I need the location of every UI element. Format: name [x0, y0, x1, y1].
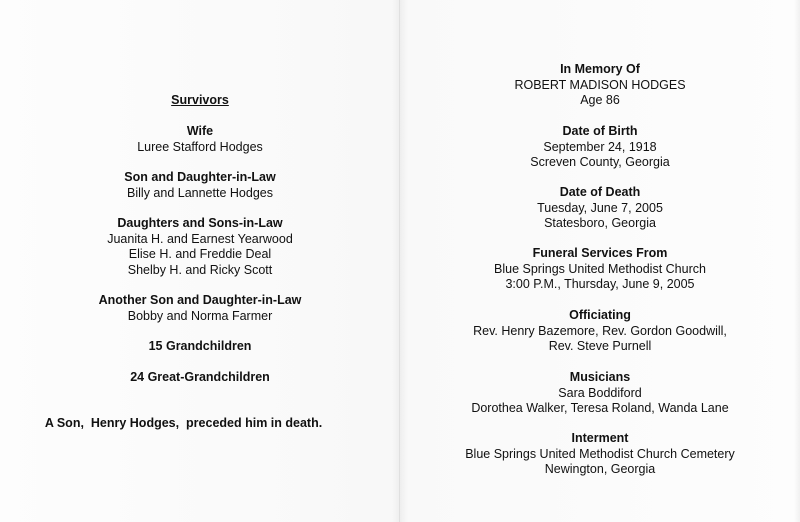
officiating-heading: Officiating — [569, 308, 631, 322]
funeral-time: 3:00 P.M., Thursday, June 9, 2005 — [505, 277, 695, 291]
son-names: Billy and Lannette Hodges — [127, 185, 273, 200]
birth-date: September 24, 1918 — [543, 139, 657, 154]
interment-section — [400, 431, 800, 478]
wife-name: Luree Stafford Hodges — [137, 139, 263, 154]
death-heading: Date of Death — [559, 185, 641, 199]
interment-city: Newington, Georgia — [544, 462, 656, 476]
daughter-names-line: Elise H. and Freddie Deal — [128, 247, 272, 261]
daughter-names-line: Juanita H. and Earnest Yearwood — [107, 231, 293, 246]
death-section — [400, 185, 800, 232]
officiating-names: Rev. Steve Purnell — [548, 339, 652, 353]
musicians-names: Dorothea Walker, Teresa Roland, Wanda Lane — [471, 401, 729, 415]
funeral-heading: Funeral Services From — [532, 246, 668, 260]
son-heading: Son and Daughter-in-Law — [124, 170, 276, 184]
grandchildren-count: 15 Grandchildren — [148, 339, 252, 353]
death-place: Statesboro, Georgia — [544, 216, 656, 230]
grandchildren-section — [0, 339, 400, 355]
musicians-heading: Musicians — [569, 370, 631, 384]
deceased-age: Age 86 — [580, 93, 620, 107]
another-son-section — [0, 293, 400, 324]
birth-section — [400, 124, 800, 171]
officiating-section — [400, 308, 800, 355]
another-son-names: Bobby and Norma Farmer — [127, 308, 273, 323]
officiating-names: Rev. Henry Bazemore, Rev. Gordon Goodwill, — [473, 323, 727, 338]
interment-place: Blue Springs United Methodist Church Cemetery — [465, 446, 735, 461]
funeral-section — [400, 246, 800, 293]
wife-section — [0, 124, 400, 155]
birth-heading: Date of Birth — [562, 124, 638, 138]
interment-heading: Interment — [571, 431, 629, 445]
musicians-names: Sara Boddiford — [558, 385, 642, 400]
great-grandchildren-count: 24 Great-Grandchildren — [130, 370, 270, 384]
daughters-section — [0, 216, 400, 278]
daughter-names-line: Shelby H. and Ricky Scott — [127, 262, 273, 277]
musicians-section — [400, 370, 800, 417]
great-grandchildren-section — [0, 370, 400, 386]
son-section — [0, 170, 400, 201]
memory-section — [400, 62, 800, 109]
preceded-in-death-note: A Son, Henry Hodges, preceded him in death. — [44, 416, 323, 430]
birth-place: Screven County, Georgia — [530, 155, 670, 169]
wife-heading: Wife — [186, 124, 214, 138]
survivors-title: Survivors — [171, 93, 229, 107]
daughters-heading: Daughters and Sons-in-Law — [117, 216, 283, 230]
another-son-heading: Another Son and Daughter-in-Law — [98, 293, 302, 307]
memory-heading: In Memory Of — [560, 62, 640, 76]
funeral-place: Blue Springs United Methodist Church — [494, 261, 706, 276]
death-date: Tuesday, June 7, 2005 — [537, 200, 663, 215]
deceased-name: ROBERT MADISON HODGES — [514, 77, 686, 92]
